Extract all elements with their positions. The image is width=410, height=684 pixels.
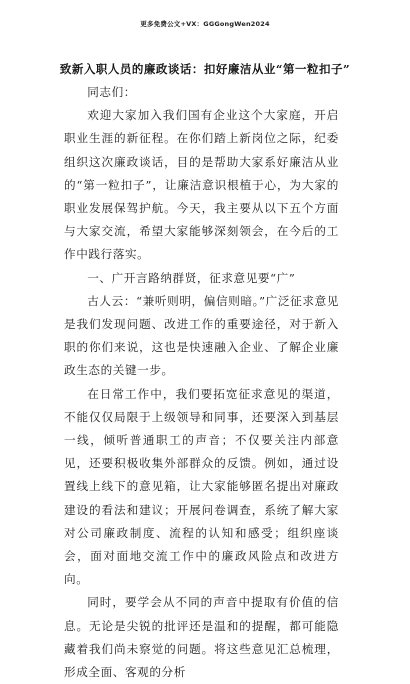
paragraph-channels: 在日常工作中，我们要拓宽征求意见的渠道，不能仅仅局限于上级领导和同事，还要深入到基层一线，倾听普通职工的声音；不仅要关注内部意见，还要积极收集外部群众的反馈。例如，通过设置线上线下的意见箱，让大家能够匿名提出对廉政建设的看法和建议；开展问卷调查，系统了解大家对公司廉政制度、流程的认知和感受；组织座谈会，面对面地交流工作中的廉政风险点和改进方向。	[64, 386, 339, 587]
document-title: 致新入职人员的廉政谈话：扣好廉洁从业“第一粒扣子”	[59, 62, 351, 76]
document-body	[64, 81, 339, 684]
salutation: 同志们：	[87, 85, 136, 99]
paragraph-feedback: 同时，要学会从不同的声音中提取有价值的信息。无论是尖锐的批评还是温和的提醒，都可能隐藏着我们尚未察觉的问题。将这些意见汇总梳理，形成全面、客观的分析	[64, 595, 339, 680]
paragraph-intro: 欢迎大家加入我们国有企业这个大家庭，开启职业生涯的新征程。在你们踏上新岗位之际，纪委组织这次廉政谈话，目的是帮助大家系好廉洁从业的“第一粒扣子”，让廉洁意识根植于心，为大家的职业发展保驾护航。今天，我主要从以下五个方面与大家交流，希望大家能够深刻领会，在今后的工作中践行落实。	[64, 108, 339, 262]
paragraph-quote: 古人云：“兼听则明，偏信则暗。”广泛征求意见是我们发现问题、改进工作的重要途径，对于新入职的你们来说，这也是快速融入企业、了解企业廉政生态的关键一步。	[64, 293, 339, 378]
section-heading-1: 一、广开言路纳群贤，征求意见要“广”	[87, 270, 296, 285]
header-note: 更多免费公文+VX：GGGongWen2024	[140, 20, 270, 28]
